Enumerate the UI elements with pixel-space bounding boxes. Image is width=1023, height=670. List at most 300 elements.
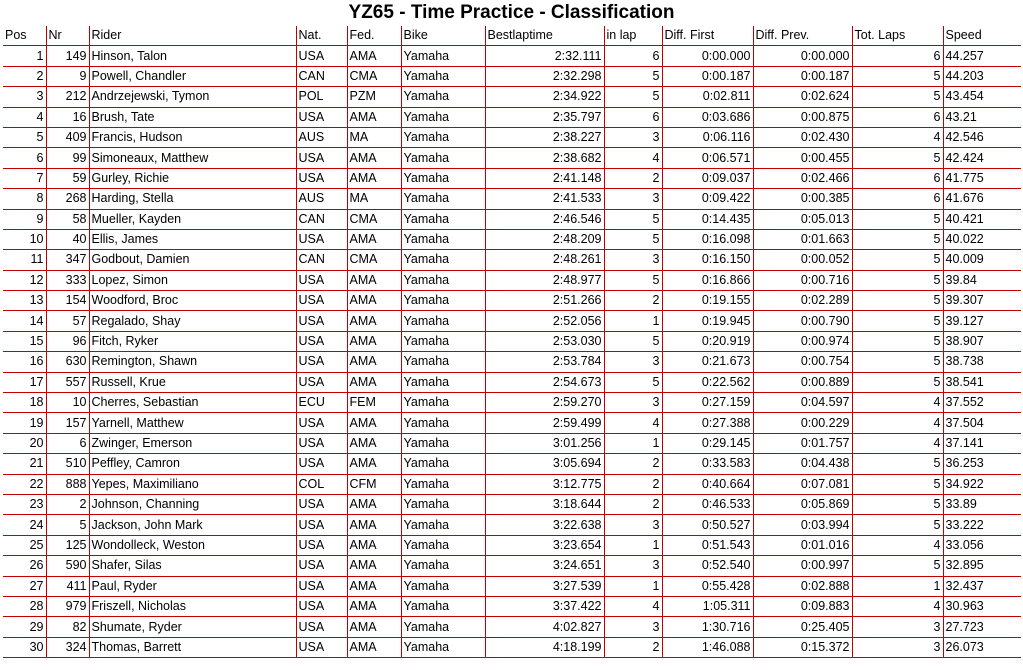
cell-diff-first: 1:46.088: [662, 637, 753, 657]
cell-speed: 41.676: [943, 189, 1021, 209]
cell-nr: 333: [46, 270, 89, 290]
cell-in-lap: 4: [604, 596, 662, 616]
cell-in-lap: 3: [604, 515, 662, 535]
cell-speed: 32.895: [943, 556, 1021, 576]
cell-in-lap: 5: [604, 87, 662, 107]
table-row: [3, 209, 1021, 229]
cell-diff-prev: 0:01.016: [753, 535, 852, 555]
cell-bestlaptime: 2:32.298: [485, 66, 604, 86]
cell-rider: Lopez, Simon: [89, 270, 296, 290]
cell-diff-prev: 0:00.889: [753, 372, 852, 392]
cell-diff-prev: 0:00.229: [753, 413, 852, 433]
cell-nr: 10: [46, 393, 89, 413]
cell-tot-laps: 3: [852, 637, 943, 657]
cell-diff-first: 0:16.866: [662, 270, 753, 290]
cell-rider: Woodford, Broc: [89, 291, 296, 311]
cell-pos: 17: [3, 372, 46, 392]
cell-speed: 43.21: [943, 107, 1021, 127]
cell-diff-prev: 0:00.000: [753, 46, 852, 66]
table-row: [3, 433, 1021, 453]
cell-bike: Yamaha: [401, 433, 485, 453]
cell-in-lap: 3: [604, 556, 662, 576]
cell-rider: Russell, Krue: [89, 372, 296, 392]
cell-pos: 9: [3, 209, 46, 229]
cell-pos: 26: [3, 556, 46, 576]
cell-bike: Yamaha: [401, 148, 485, 168]
cell-diff-first: 0:21.673: [662, 352, 753, 372]
cell-speed: 38.907: [943, 331, 1021, 351]
cell-diff-first: 0:40.664: [662, 474, 753, 494]
cell-in-lap: 1: [604, 576, 662, 596]
cell-nat: USA: [296, 535, 347, 555]
column-header-fed: Fed.: [347, 26, 401, 46]
cell-bestlaptime: 3:22.638: [485, 515, 604, 535]
cell-diff-prev: 0:02.466: [753, 168, 852, 188]
cell-diff-first: 0:55.428: [662, 576, 753, 596]
cell-bestlaptime: 2:48.261: [485, 250, 604, 270]
cell-tot-laps: 6: [852, 189, 943, 209]
column-header-bestlaptime: Bestlaptime: [485, 26, 604, 46]
cell-bestlaptime: 4:18.199: [485, 637, 604, 657]
cell-bestlaptime: 2:54.673: [485, 372, 604, 392]
cell-diff-first: 0:33.583: [662, 454, 753, 474]
cell-pos: 3: [3, 87, 46, 107]
cell-fed: MA: [347, 127, 401, 147]
cell-diff-prev: 0:15.372: [753, 637, 852, 657]
cell-diff-prev: 0:00.790: [753, 311, 852, 331]
cell-nr: 888: [46, 474, 89, 494]
cell-rider: Francis, Hudson: [89, 127, 296, 147]
cell-diff-prev: 0:02.888: [753, 576, 852, 596]
cell-speed: 40.022: [943, 229, 1021, 249]
table-row: [3, 454, 1021, 474]
cell-fed: AMA: [347, 413, 401, 433]
cell-in-lap: 2: [604, 454, 662, 474]
cell-rider: Yepes, Maximiliano: [89, 474, 296, 494]
cell-nr: 125: [46, 535, 89, 555]
cell-diff-first: 0:09.037: [662, 168, 753, 188]
cell-bestlaptime: 3:05.694: [485, 454, 604, 474]
cell-nr: 149: [46, 46, 89, 66]
cell-nr: 5: [46, 515, 89, 535]
cell-pos: 29: [3, 617, 46, 637]
cell-in-lap: 2: [604, 291, 662, 311]
cell-nr: 57: [46, 311, 89, 331]
table-row: [3, 556, 1021, 576]
table-row: [3, 494, 1021, 514]
cell-bike: Yamaha: [401, 66, 485, 86]
cell-bike: Yamaha: [401, 372, 485, 392]
cell-tot-laps: 4: [852, 596, 943, 616]
cell-nr: 96: [46, 331, 89, 351]
table-row: [3, 66, 1021, 86]
cell-pos: 25: [3, 535, 46, 555]
cell-nat: AUS: [296, 189, 347, 209]
cell-speed: 33.056: [943, 535, 1021, 555]
cell-diff-prev: 0:00.875: [753, 107, 852, 127]
column-header-nat: Nat.: [296, 26, 347, 46]
cell-nr: 557: [46, 372, 89, 392]
cell-rider: Regalado, Shay: [89, 311, 296, 331]
cell-speed: 42.546: [943, 127, 1021, 147]
cell-tot-laps: 5: [852, 87, 943, 107]
cell-diff-prev: 0:04.597: [753, 393, 852, 413]
cell-nat: USA: [296, 556, 347, 576]
cell-speed: 41.775: [943, 168, 1021, 188]
cell-rider: Simoneaux, Matthew: [89, 148, 296, 168]
cell-nat: USA: [296, 433, 347, 453]
table-header-row: [3, 26, 1021, 46]
cell-diff-first: 0:03.686: [662, 107, 753, 127]
cell-pos: 15: [3, 331, 46, 351]
cell-rider: Powell, Chandler: [89, 66, 296, 86]
cell-speed: 33.222: [943, 515, 1021, 535]
cell-bike: Yamaha: [401, 107, 485, 127]
cell-diff-first: 0:22.562: [662, 372, 753, 392]
cell-nr: 16: [46, 107, 89, 127]
cell-rider: Shafer, Silas: [89, 556, 296, 576]
cell-fed: FEM: [347, 393, 401, 413]
column-header-in-lap: in lap: [604, 26, 662, 46]
cell-tot-laps: 1: [852, 576, 943, 596]
cell-diff-prev: 0:00.754: [753, 352, 852, 372]
cell-tot-laps: 6: [852, 168, 943, 188]
cell-speed: 27.723: [943, 617, 1021, 637]
cell-in-lap: 6: [604, 46, 662, 66]
cell-speed: 38.738: [943, 352, 1021, 372]
cell-rider: Shumate, Ryder: [89, 617, 296, 637]
table-row: [3, 617, 1021, 637]
cell-diff-first: 0:14.435: [662, 209, 753, 229]
cell-bike: Yamaha: [401, 637, 485, 657]
cell-fed: AMA: [347, 454, 401, 474]
cell-pos: 19: [3, 413, 46, 433]
column-header-speed: Speed: [943, 26, 1021, 46]
cell-tot-laps: 5: [852, 352, 943, 372]
cell-diff-prev: 0:05.013: [753, 209, 852, 229]
cell-nat: CAN: [296, 66, 347, 86]
cell-in-lap: 3: [604, 393, 662, 413]
cell-tot-laps: 5: [852, 494, 943, 514]
cell-bike: Yamaha: [401, 352, 485, 372]
table-row: [3, 46, 1021, 66]
cell-diff-prev: 0:05.869: [753, 494, 852, 514]
cell-tot-laps: 4: [852, 535, 943, 555]
cell-speed: 44.203: [943, 66, 1021, 86]
cell-in-lap: 2: [604, 474, 662, 494]
cell-nat: AUS: [296, 127, 347, 147]
cell-nr: 630: [46, 352, 89, 372]
cell-nat: CAN: [296, 250, 347, 270]
cell-nat: USA: [296, 576, 347, 596]
cell-nat: USA: [296, 494, 347, 514]
cell-pos: 6: [3, 148, 46, 168]
cell-nr: 409: [46, 127, 89, 147]
cell-nat: USA: [296, 229, 347, 249]
cell-bike: Yamaha: [401, 87, 485, 107]
table-row: [3, 576, 1021, 596]
cell-diff-first: 1:05.311: [662, 596, 753, 616]
cell-speed: 39.84: [943, 270, 1021, 290]
cell-fed: AMA: [347, 535, 401, 555]
table-row: [3, 637, 1021, 657]
cell-fed: AMA: [347, 494, 401, 514]
cell-bestlaptime: 2:46.546: [485, 209, 604, 229]
cell-in-lap: 6: [604, 107, 662, 127]
table-row: [3, 148, 1021, 168]
cell-fed: AMA: [347, 291, 401, 311]
cell-fed: AMA: [347, 596, 401, 616]
cell-speed: 37.552: [943, 393, 1021, 413]
cell-nat: USA: [296, 413, 347, 433]
cell-rider: Harding, Stella: [89, 189, 296, 209]
cell-speed: 26.073: [943, 637, 1021, 657]
table-row: [3, 168, 1021, 188]
table-row: [3, 596, 1021, 616]
cell-nr: 212: [46, 87, 89, 107]
cell-diff-first: 0:09.422: [662, 189, 753, 209]
cell-nr: 59: [46, 168, 89, 188]
cell-bike: Yamaha: [401, 46, 485, 66]
cell-pos: 5: [3, 127, 46, 147]
cell-rider: Remington, Shawn: [89, 352, 296, 372]
cell-speed: 36.253: [943, 454, 1021, 474]
cell-rider: Yarnell, Matthew: [89, 413, 296, 433]
cell-rider: Godbout, Damien: [89, 250, 296, 270]
cell-tot-laps: 4: [852, 127, 943, 147]
cell-diff-prev: 0:25.405: [753, 617, 852, 637]
table-row: [3, 372, 1021, 392]
cell-bestlaptime: 2:32.111: [485, 46, 604, 66]
cell-speed: 33.89: [943, 494, 1021, 514]
cell-diff-prev: 0:01.757: [753, 433, 852, 453]
table-row: [3, 515, 1021, 535]
cell-pos: 14: [3, 311, 46, 331]
cell-nat: USA: [296, 352, 347, 372]
cell-in-lap: 1: [604, 433, 662, 453]
table-body: [3, 46, 1021, 658]
cell-bestlaptime: 2:38.227: [485, 127, 604, 147]
column-header-tot-laps: Tot. Laps: [852, 26, 943, 46]
cell-rider: Andrzejewski, Tymon: [89, 87, 296, 107]
cell-pos: 23: [3, 494, 46, 514]
cell-speed: 37.141: [943, 433, 1021, 453]
cell-pos: 4: [3, 107, 46, 127]
cell-diff-first: 0:16.150: [662, 250, 753, 270]
cell-pos: 2: [3, 66, 46, 86]
cell-nat: ECU: [296, 393, 347, 413]
cell-fed: AMA: [347, 617, 401, 637]
cell-fed: AMA: [347, 46, 401, 66]
cell-in-lap: 3: [604, 617, 662, 637]
cell-bike: Yamaha: [401, 576, 485, 596]
cell-diff-first: 0:19.155: [662, 291, 753, 311]
cell-rider: Wondolleck, Weston: [89, 535, 296, 555]
cell-diff-first: 0:51.543: [662, 535, 753, 555]
cell-fed: AMA: [347, 433, 401, 453]
cell-fed: AMA: [347, 352, 401, 372]
cell-rider: Peffley, Camron: [89, 454, 296, 474]
cell-bestlaptime: 2:48.977: [485, 270, 604, 290]
cell-rider: Paul, Ryder: [89, 576, 296, 596]
cell-fed: AMA: [347, 576, 401, 596]
table-row: [3, 474, 1021, 494]
cell-rider: Ellis, James: [89, 229, 296, 249]
cell-bestlaptime: 3:12.775: [485, 474, 604, 494]
table-row: [3, 535, 1021, 555]
cell-diff-prev: 0:00.997: [753, 556, 852, 576]
cell-nr: 40: [46, 229, 89, 249]
cell-bike: Yamaha: [401, 393, 485, 413]
cell-nat: USA: [296, 515, 347, 535]
cell-tot-laps: 5: [852, 148, 943, 168]
table-row: [3, 352, 1021, 372]
cell-speed: 39.307: [943, 291, 1021, 311]
cell-tot-laps: 5: [852, 372, 943, 392]
cell-pos: 21: [3, 454, 46, 474]
cell-in-lap: 3: [604, 127, 662, 147]
cell-bike: Yamaha: [401, 515, 485, 535]
cell-tot-laps: 5: [852, 250, 943, 270]
cell-tot-laps: 3: [852, 617, 943, 637]
cell-nr: 157: [46, 413, 89, 433]
cell-rider: Brush, Tate: [89, 107, 296, 127]
cell-speed: 40.421: [943, 209, 1021, 229]
cell-nr: 9: [46, 66, 89, 86]
cell-diff-prev: 0:02.430: [753, 127, 852, 147]
table-row: [3, 127, 1021, 147]
cell-bestlaptime: 3:24.651: [485, 556, 604, 576]
cell-tot-laps: 5: [852, 556, 943, 576]
cell-bestlaptime: 2:59.499: [485, 413, 604, 433]
cell-diff-first: 0:52.540: [662, 556, 753, 576]
cell-diff-first: 0:00.187: [662, 66, 753, 86]
cell-bestlaptime: 2:41.148: [485, 168, 604, 188]
cell-speed: 32.437: [943, 576, 1021, 596]
cell-diff-first: 1:30.716: [662, 617, 753, 637]
cell-tot-laps: 4: [852, 413, 943, 433]
column-header-pos: Pos: [3, 26, 46, 46]
cell-speed: 42.424: [943, 148, 1021, 168]
cell-nat: USA: [296, 372, 347, 392]
cell-nr: 268: [46, 189, 89, 209]
cell-bestlaptime: 3:27.539: [485, 576, 604, 596]
cell-nat: USA: [296, 637, 347, 657]
cell-diff-prev: 0:00.052: [753, 250, 852, 270]
cell-pos: 27: [3, 576, 46, 596]
cell-tot-laps: 5: [852, 474, 943, 494]
cell-rider: Johnson, Channing: [89, 494, 296, 514]
cell-diff-first: 0:50.527: [662, 515, 753, 535]
table-row: [3, 250, 1021, 270]
cell-tot-laps: 4: [852, 433, 943, 453]
classification-table: [3, 26, 1021, 658]
cell-in-lap: 1: [604, 535, 662, 555]
cell-bestlaptime: 2:51.266: [485, 291, 604, 311]
cell-bestlaptime: 3:37.422: [485, 596, 604, 616]
cell-nr: 154: [46, 291, 89, 311]
cell-nat: USA: [296, 331, 347, 351]
table-row: [3, 413, 1021, 433]
cell-diff-first: 0:29.145: [662, 433, 753, 453]
cell-bike: Yamaha: [401, 189, 485, 209]
cell-bike: Yamaha: [401, 454, 485, 474]
cell-pos: 30: [3, 637, 46, 657]
cell-in-lap: 2: [604, 494, 662, 514]
cell-fed: AMA: [347, 311, 401, 331]
page-title: YZ65 - Time Practice - Classification: [348, 2, 675, 23]
cell-bike: Yamaha: [401, 494, 485, 514]
cell-rider: Mueller, Kayden: [89, 209, 296, 229]
cell-diff-first: 0:19.945: [662, 311, 753, 331]
cell-nat: USA: [296, 454, 347, 474]
cell-speed: 38.541: [943, 372, 1021, 392]
cell-diff-first: 0:20.919: [662, 331, 753, 351]
cell-tot-laps: 4: [852, 393, 943, 413]
cell-bike: Yamaha: [401, 596, 485, 616]
cell-nr: 6: [46, 433, 89, 453]
cell-bike: Yamaha: [401, 270, 485, 290]
cell-fed: AMA: [347, 331, 401, 351]
cell-pos: 10: [3, 229, 46, 249]
cell-bestlaptime: 2:53.784: [485, 352, 604, 372]
cell-diff-prev: 0:00.455: [753, 148, 852, 168]
cell-speed: 30.963: [943, 596, 1021, 616]
cell-nat: USA: [296, 168, 347, 188]
cell-rider: Gurley, Richie: [89, 168, 296, 188]
table-row: [3, 270, 1021, 290]
cell-rider: Jackson, John Mark: [89, 515, 296, 535]
cell-speed: 44.257: [943, 46, 1021, 66]
cell-fed: AMA: [347, 556, 401, 576]
cell-nat: USA: [296, 270, 347, 290]
cell-bike: Yamaha: [401, 311, 485, 331]
cell-diff-prev: 0:09.883: [753, 596, 852, 616]
cell-pos: 20: [3, 433, 46, 453]
cell-in-lap: 5: [604, 270, 662, 290]
cell-nr: 590: [46, 556, 89, 576]
cell-bike: Yamaha: [401, 291, 485, 311]
cell-rider: Fitch, Ryker: [89, 331, 296, 351]
cell-bike: Yamaha: [401, 535, 485, 555]
cell-bestlaptime: 3:23.654: [485, 535, 604, 555]
column-header-rider: Rider: [89, 26, 296, 46]
cell-rider: Hinson, Talon: [89, 46, 296, 66]
cell-nr: 58: [46, 209, 89, 229]
cell-fed: AMA: [347, 148, 401, 168]
cell-fed: PZM: [347, 87, 401, 107]
cell-tot-laps: 6: [852, 107, 943, 127]
column-header-diff-first: Diff. First: [662, 26, 753, 46]
table-row: [3, 107, 1021, 127]
cell-nr: 411: [46, 576, 89, 596]
cell-tot-laps: 5: [852, 515, 943, 535]
cell-pos: 24: [3, 515, 46, 535]
cell-nat: POL: [296, 87, 347, 107]
cell-in-lap: 2: [604, 168, 662, 188]
cell-diff-prev: 0:03.994: [753, 515, 852, 535]
cell-bestlaptime: 2:38.682: [485, 148, 604, 168]
cell-in-lap: 5: [604, 209, 662, 229]
column-header-diff-prev: Diff. Prev.: [753, 26, 852, 46]
cell-diff-prev: 0:00.716: [753, 270, 852, 290]
cell-in-lap: 5: [604, 229, 662, 249]
cell-fed: AMA: [347, 515, 401, 535]
cell-bestlaptime: 2:48.209: [485, 229, 604, 249]
cell-nr: 347: [46, 250, 89, 270]
cell-pos: 13: [3, 291, 46, 311]
cell-diff-first: 0:27.388: [662, 413, 753, 433]
